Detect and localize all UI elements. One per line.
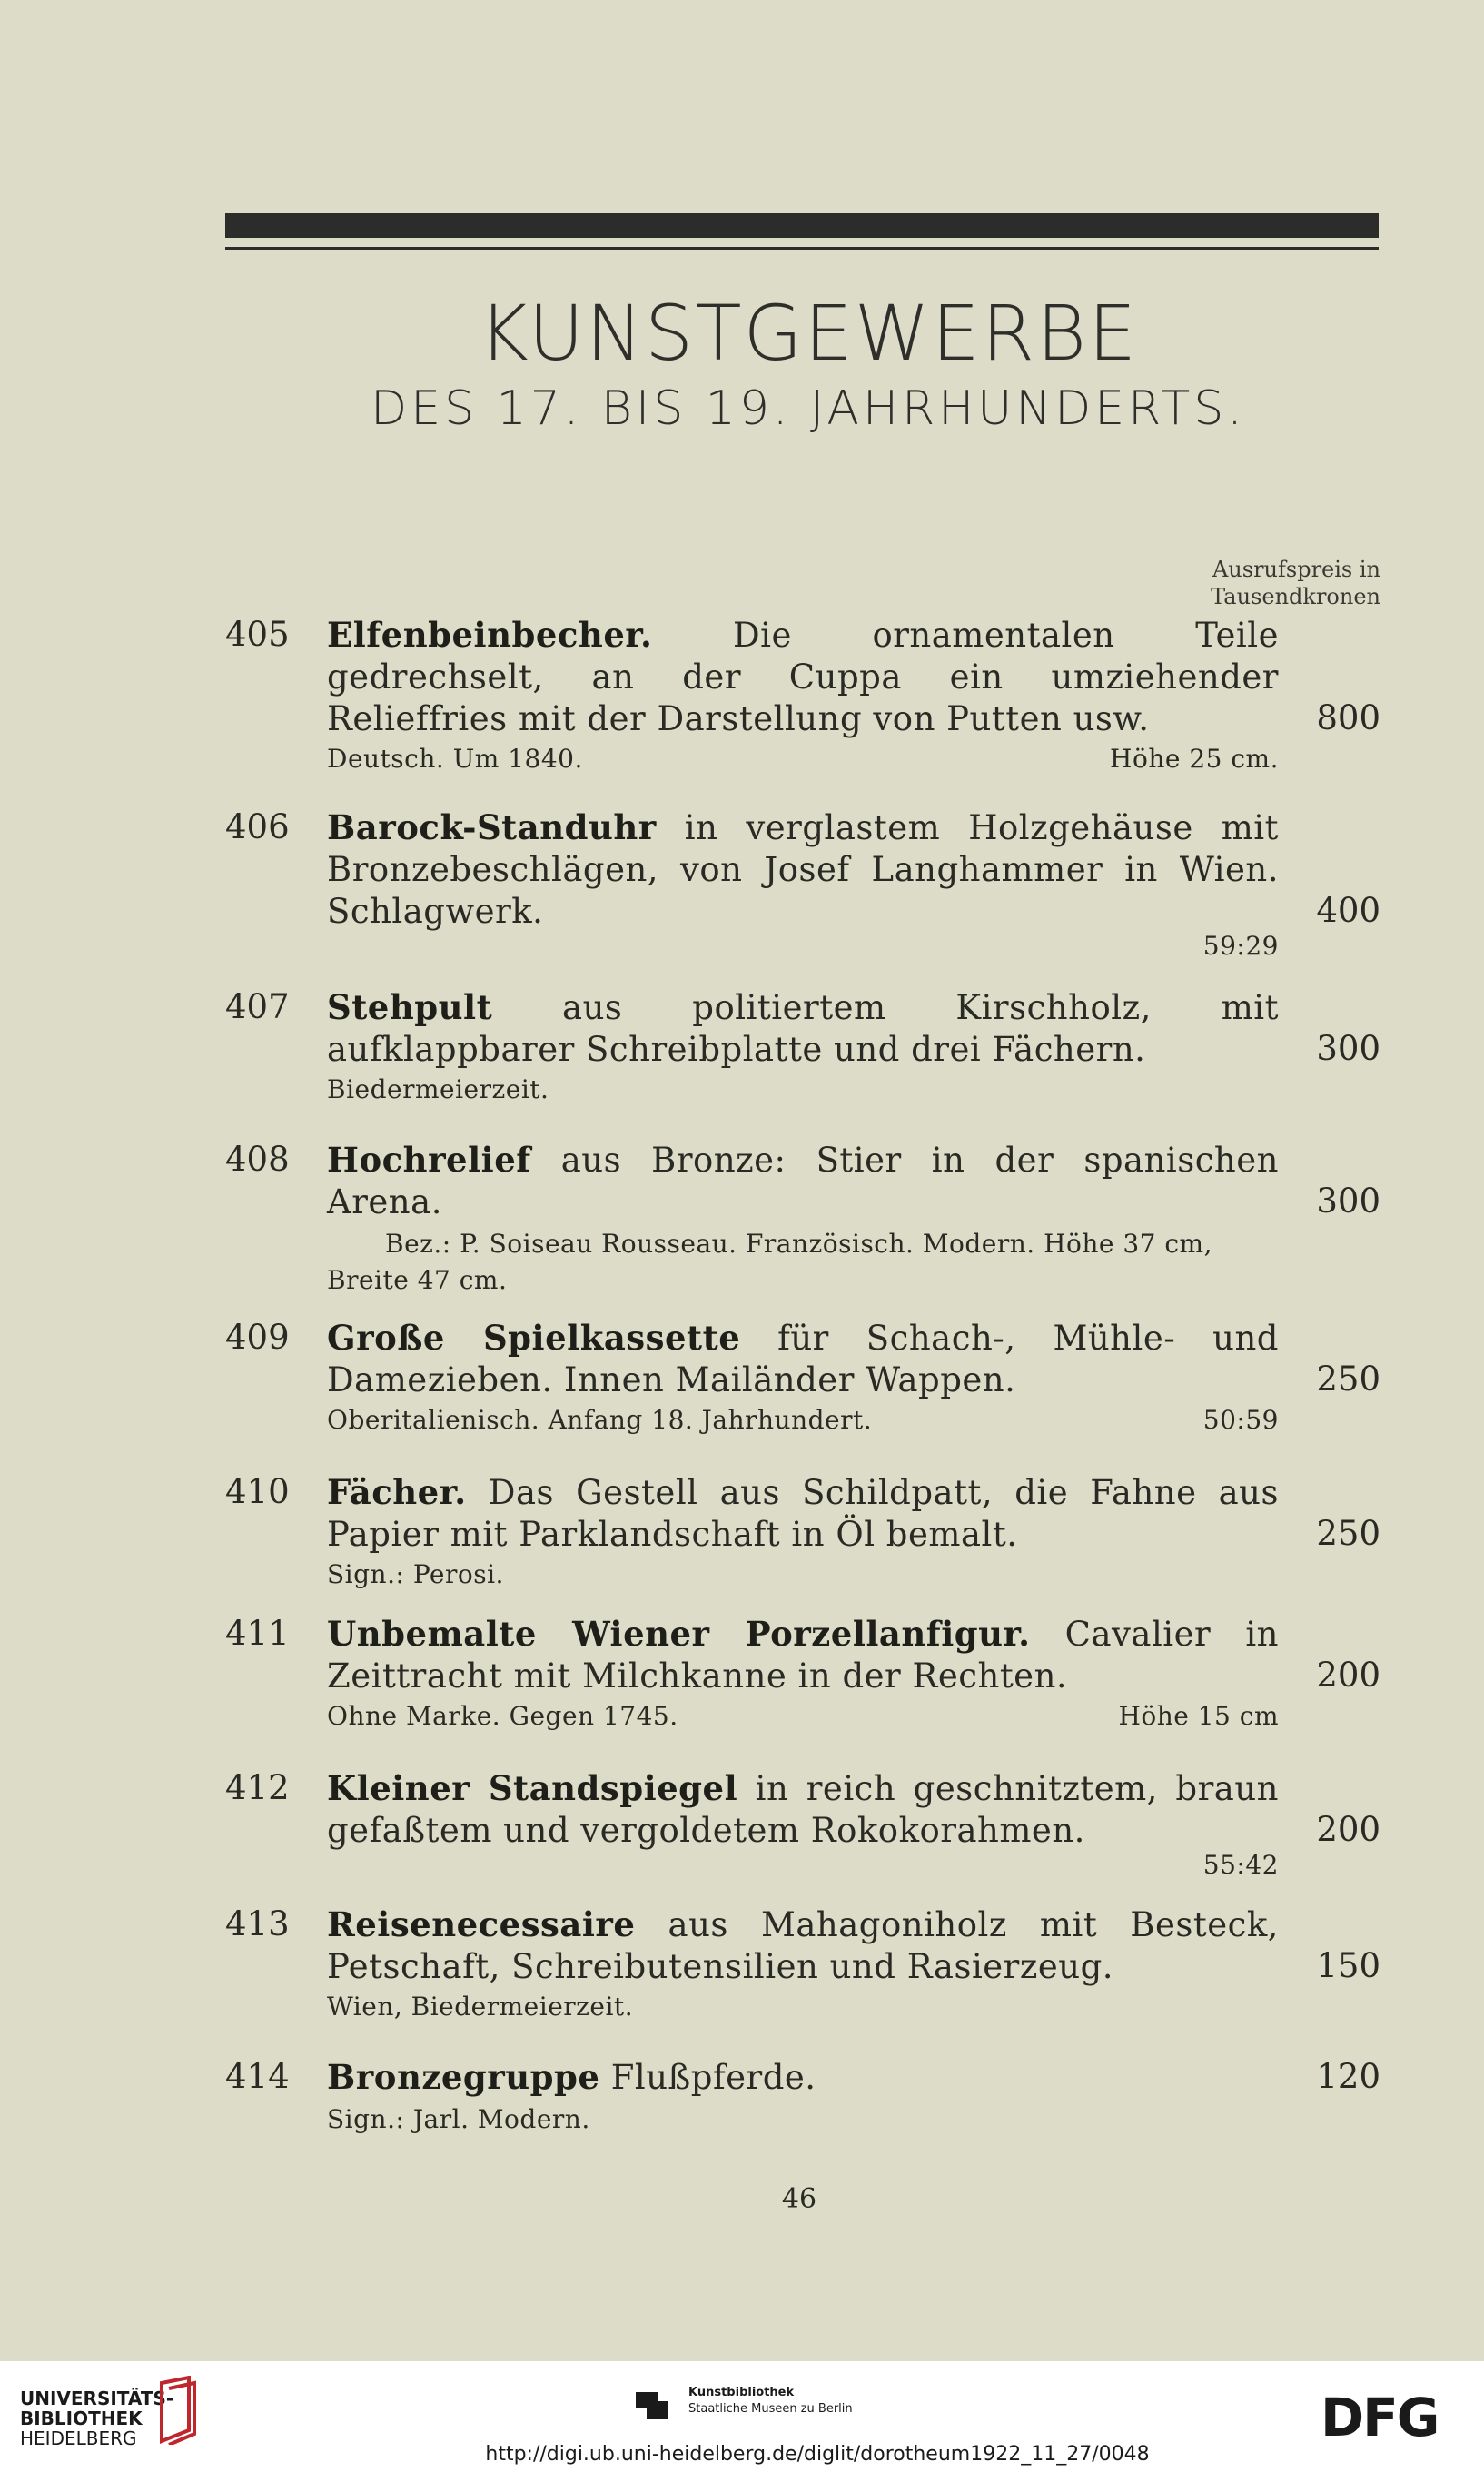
entry-name: Bronzegruppe: [327, 2057, 600, 2097]
dfg-logo: DFG: [1321, 2387, 1439, 2448]
entry-note: [327, 1557, 1279, 1593]
entry-price: 250: [1316, 1514, 1380, 1553]
entry-description: [327, 1317, 1279, 1401]
entry-name: Große Spielkassette: [327, 1318, 741, 1358]
note-left: Deutsch. Um 1840.: [327, 744, 583, 774]
price-header-line2: Tausendkronen: [1211, 584, 1380, 609]
entry-description: [327, 614, 1279, 740]
entry-number: 413: [225, 1904, 290, 1943]
entry-text: Die ornamentalen Teile gedrechselt, an der Cuppa ein umziehender Relieffries mit der Darstellung von Putten usw.: [327, 616, 1279, 738]
note-left: Sign.: Jarl. Modern.: [327, 2104, 590, 2134]
ub-logo-line2: BIBLIOTHEK: [20, 2408, 143, 2429]
entry-text: aus Bronze: Stier in der spanischen Arena.: [327, 1141, 1279, 1221]
entry-price: 200: [1316, 1810, 1380, 1849]
entry-note: [327, 1226, 1279, 1299]
note-right: 59:29: [1202, 931, 1279, 961]
entry-number: 414: [225, 2057, 290, 2096]
entry-price: 400: [1316, 891, 1380, 930]
entry-name: Reisenecessaire: [327, 1904, 636, 1944]
entry-price: 150: [1316, 1946, 1380, 1985]
price-column-header: [1126, 556, 1380, 610]
entry-note: [327, 1402, 1279, 1439]
kunstbibliothek-logo-icon: [634, 2385, 670, 2421]
entry-number: 408: [225, 1140, 290, 1179]
source-url: http://digi.ub.uni-heidelberg.de/diglit/dorotheum1922_11_27/0048: [485, 2443, 1150, 2466]
entry-text: Flußpferde.: [599, 2058, 816, 2097]
entry-note: [327, 2101, 1279, 2138]
entry-description: [327, 986, 1279, 1071]
entry-description: [327, 1903, 1279, 1988]
entry-price: 120: [1316, 2057, 1380, 2096]
page-subtitle: DES 17. BIS 19. JAHRHUNDERTS.: [371, 381, 1246, 436]
entry-name: Stehpult: [327, 987, 493, 1027]
entry-note: [327, 1072, 1279, 1108]
note-left: Wien, Biedermeierzeit.: [327, 1992, 634, 2022]
entry-description: [327, 1139, 1279, 1223]
entry-number: 406: [225, 807, 290, 846]
entry-number: 411: [225, 1614, 290, 1653]
page-number: 46: [781, 2183, 817, 2215]
entry-name: Kleiner Standspiegel: [327, 1768, 738, 1808]
kb-logo-line1: Kunstbibliothek: [688, 2386, 795, 2399]
note-left: Bez.: P. Soiseau Rousseau. Französisch. Modern. Höhe 37 cm, Breite 47 cm.: [327, 1229, 1213, 1295]
price-header-line1: Ausrufspreis in: [1212, 557, 1380, 582]
header-rule-thin: [225, 247, 1379, 250]
entry-price: 300: [1316, 1029, 1380, 1068]
entry-number: 409: [225, 1318, 290, 1357]
entry-number: 405: [225, 615, 290, 654]
entry-number: 410: [225, 1472, 290, 1511]
entry-note: [327, 741, 1279, 777]
entry-note: [327, 1989, 1279, 2025]
entry-name: Barock-Standuhr: [327, 807, 657, 847]
entry-text: aus politiertem Kirschholz, mit aufklappbarer Schreibplatte und drei Fächern.: [327, 988, 1279, 1069]
entry-name: Hochrelief: [327, 1140, 531, 1180]
entry-text: für Schach-, Mühle- und Damezieben. Innen Mailänder Wappen.: [327, 1319, 1279, 1399]
note-right: Höhe 25 cm.: [1110, 744, 1279, 774]
ub-logo-icon: [153, 2376, 203, 2445]
kunstbibliothek-logo: [688, 2385, 853, 2418]
header-rule-thick: [225, 213, 1379, 238]
note-right: 55:42: [1202, 1850, 1279, 1880]
entry-name: Elfenbeinbecher.: [327, 615, 653, 655]
entry-description: [327, 1613, 1279, 1697]
entry-text: Cavalier in Zeittracht mit Milchkanne in der Rechten.: [327, 1615, 1279, 1696]
kb-logo-line2: Staatliche Museen zu Berlin: [688, 2402, 853, 2416]
entry-name: Fächer.: [327, 1472, 467, 1512]
entry-text: aus Mahagoniholz mit Besteck, Petschaft, Schreibutensilien und Rasierzeug.: [327, 1905, 1279, 1986]
entry-note: [327, 1698, 1279, 1735]
entry-note: [327, 928, 1279, 964]
entry-description: [327, 806, 1279, 933]
entry-name: Unbemalte Wiener Porzellanfigur.: [327, 1614, 1031, 1654]
entry-description: [327, 2056, 1279, 2099]
entry-number: 412: [225, 1768, 290, 1807]
note-left: Ohne Marke. Gegen 1745.: [327, 1701, 678, 1731]
note-left: Biedermeierzeit.: [327, 1074, 549, 1104]
page-title: KUNSTGEWERBE: [478, 289, 1139, 378]
entry-price: 300: [1316, 1182, 1380, 1221]
note-right: Höhe 15 cm: [1118, 1701, 1279, 1731]
entry-price: 800: [1316, 698, 1380, 737]
ub-logo-line3: HEIDELBERG: [20, 2428, 137, 2449]
entry-text: in verglastem Holzgehäuse mit Bronzebeschlägen, von Josef Langhammer in Wien. Schlagwerk.: [327, 808, 1279, 931]
entry-price: 200: [1316, 1656, 1380, 1695]
entry-number: 407: [225, 987, 290, 1026]
note-left: Sign.: Perosi.: [327, 1559, 504, 1589]
ub-logo-line1: UNIVERSITÄTS-: [20, 2388, 174, 2409]
entry-text: Das Gestell aus Schildpatt, die Fahne aus Papier mit Parklandschaft in Öl bemalt.: [327, 1473, 1279, 1554]
entry-text: in reich geschnitztem, braun gefaßtem und vergoldetem Rokokorahmen.: [327, 1769, 1279, 1850]
entry-description: [327, 1767, 1279, 1852]
note-left: Oberitalienisch. Anfang 18. Jahrhundert.: [327, 1405, 873, 1435]
note-right: 50:59: [1202, 1405, 1279, 1435]
entry-price: 250: [1316, 1360, 1380, 1399]
entry-note: [327, 1847, 1279, 1884]
entry-description: [327, 1471, 1279, 1556]
